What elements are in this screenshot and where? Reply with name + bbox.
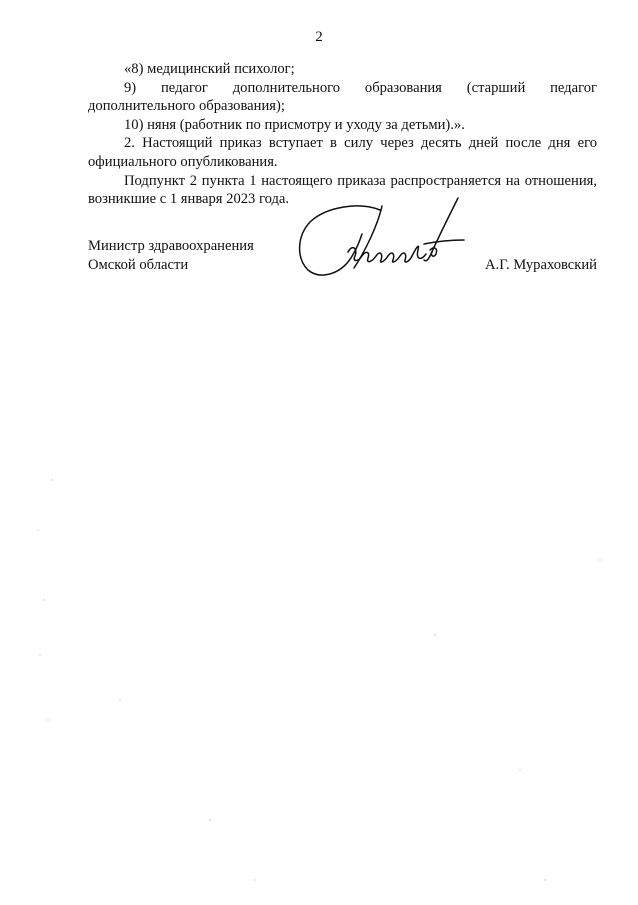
signer-name: А.Г. Мураховский — [485, 257, 597, 273]
position-line-2: Омской области — [88, 256, 189, 273]
list-item-8: «8) медицинский психолог; — [124, 61, 295, 77]
clause-applicability: Подпункт 2 пункта 1 настоящего приказа распространяется на отношения, возникшие с 1 января 2023 года. — [88, 172, 597, 208]
signatory-position — [88, 237, 254, 274]
page-number: 2 — [315, 29, 323, 45]
list-item-9: 9) педагог дополнительного образования (старший педагог дополнительного образования); — [88, 79, 597, 115]
document-body — [88, 60, 597, 209]
list-item-10: 10) няня (работник по присмотру и уходу за детьми).». — [124, 116, 465, 133]
clause-2-effective-date: 2. Настоящий приказ вступает в силу через десять дней после дня его официального опубликования. — [88, 135, 597, 170]
position-line-1: Министр здравоохранения — [88, 238, 254, 254]
handwritten-signature — [292, 192, 467, 282]
